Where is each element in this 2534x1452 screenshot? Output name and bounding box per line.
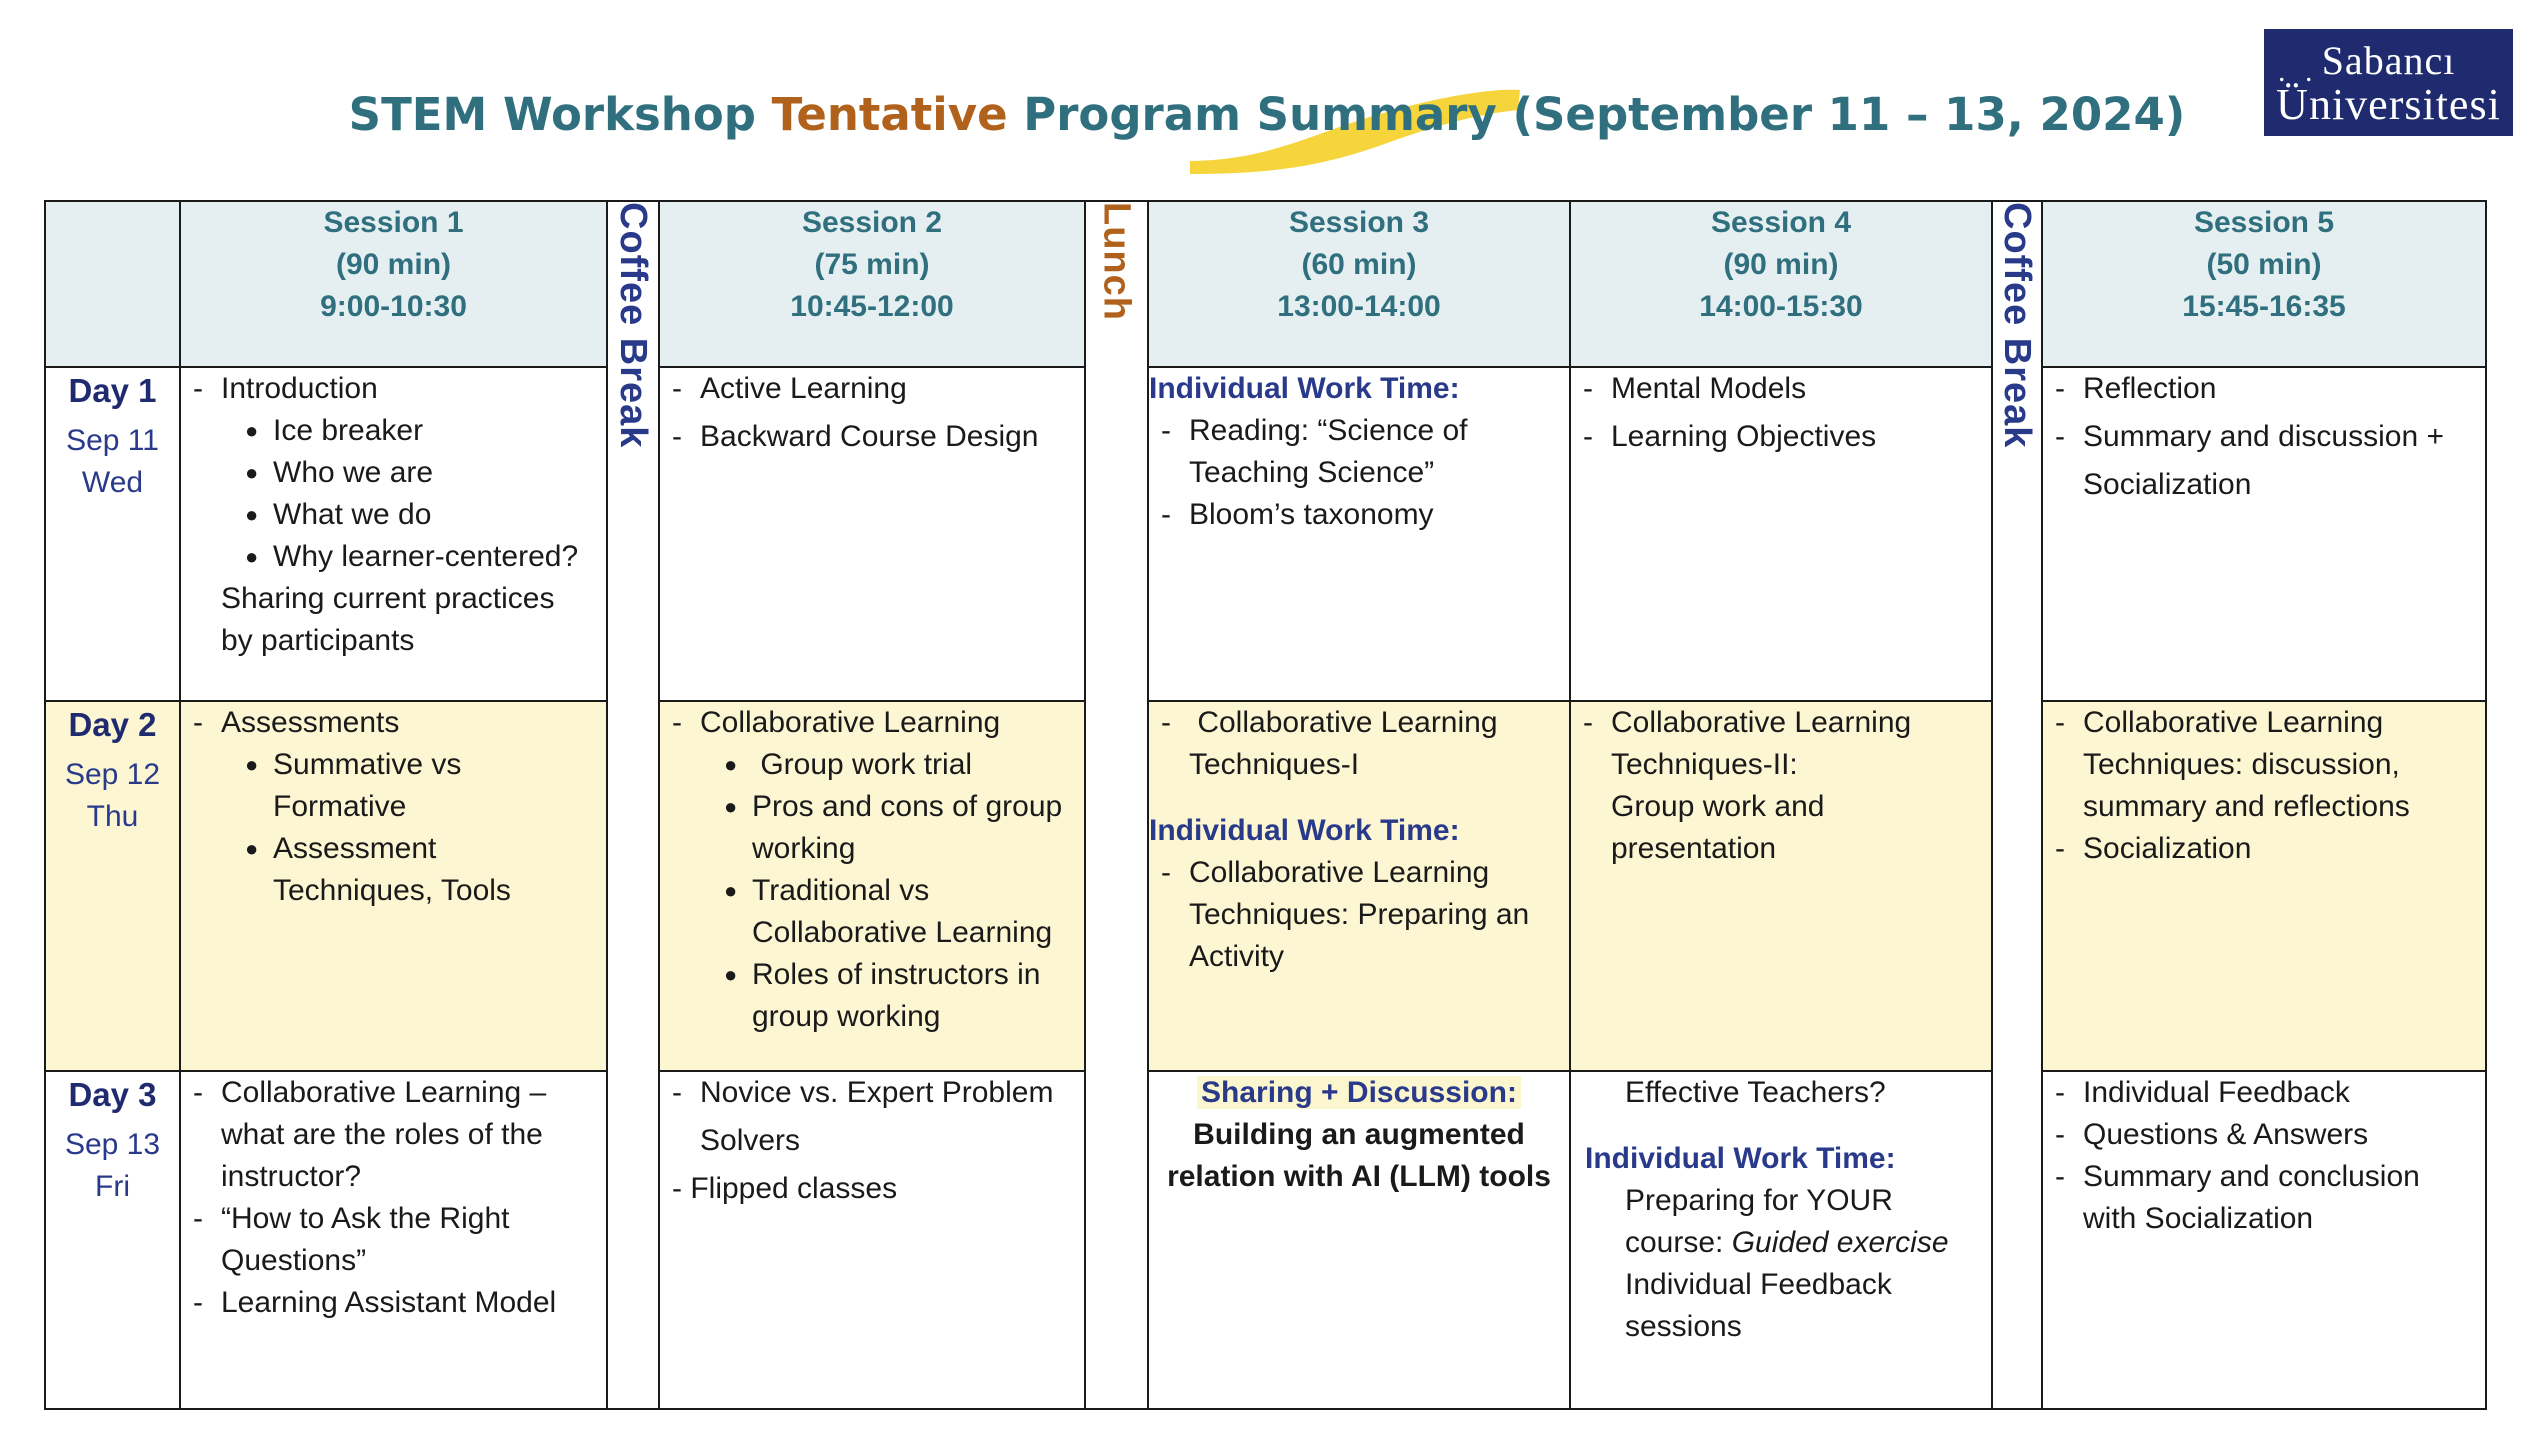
list-item: - Questions & Answers: [2043, 1114, 2485, 1156]
list-item: - Flipped classes: [672, 1172, 898, 1205]
list-item: what are the roles of the: [221, 1118, 543, 1151]
session-2-header: [659, 201, 1085, 367]
list-item: working: [752, 832, 856, 865]
sabanci-logo: [2264, 29, 2513, 136]
page-title: [0, 88, 2534, 141]
coffee-break-1: [607, 201, 659, 1409]
day-1-session-3: [1148, 367, 1570, 701]
day-3-session-2: [659, 1071, 1085, 1409]
logo-dots: . .: [2278, 55, 2319, 88]
list-item: Preparing for YOUR: [1625, 1184, 1893, 1217]
session-2-duration: (75 min): [814, 248, 930, 281]
list-item: Questions”: [221, 1244, 367, 1277]
day-3-name: Day 3: [68, 1076, 157, 1113]
list-item: ● What we do: [181, 494, 606, 536]
day-1-name: Day 1: [68, 372, 157, 409]
list-item: Techniques: Preparing an: [1189, 898, 1530, 931]
list-item: Teaching Science”: [1189, 456, 1435, 489]
day-2-session-1: [180, 701, 607, 1071]
day-3-session-4: [1570, 1071, 1992, 1409]
list-item: with Socialization: [2083, 1202, 2314, 1235]
individual-work-heading: Individual Work Time:: [1149, 372, 1460, 405]
list-item: - Backward Course Design: [660, 416, 1084, 458]
session-2-name: Session 2: [801, 206, 943, 239]
guided-exercise-text: Guided exercise: [1731, 1226, 1949, 1259]
list-item: - Summary and discussion +: [2043, 416, 2485, 458]
day-1-session-4: [1570, 367, 1992, 701]
list-item: - Collaborative Learning –: [181, 1072, 606, 1114]
header-row: [45, 201, 2486, 367]
list-item: Collaborative Learning: [752, 916, 1053, 949]
session-5-duration: (50 min): [2206, 248, 2322, 281]
list-item: - Collaborative Learning: [1571, 702, 1991, 744]
list-item: ● Group work trial: [660, 744, 1084, 786]
session-5-time: 15:45-16:35: [2182, 290, 2346, 323]
day-1-row: [45, 367, 2486, 701]
day-1-date: Sep 11: [66, 424, 159, 457]
title-tentative: Tentative: [771, 88, 1008, 141]
list-item: - Reading: “Science of: [1149, 410, 1569, 452]
session-4-name: Session 4: [1710, 206, 1852, 239]
day-1-session-5: [2042, 367, 2486, 701]
day-3-session-5: [2042, 1071, 2486, 1409]
list-item: - Introduction: [181, 368, 606, 410]
session-3-header: [1148, 201, 1570, 367]
list-item: relation with AI (LLM) tools: [1167, 1160, 1551, 1193]
corner-cell: [45, 201, 180, 367]
day-2-date: Sep 12: [64, 758, 161, 791]
list-item: instructor?: [221, 1160, 362, 1193]
list-item: Activity: [1189, 940, 1285, 973]
session-1-time: 9:00-10:30: [320, 290, 467, 323]
list-item: Techniques: discussion,: [2083, 748, 2400, 781]
day-3-date: Sep 13: [64, 1128, 161, 1161]
list-item: ● Why learner-centered?: [181, 536, 606, 578]
day-1-label-cell: [45, 367, 180, 701]
logo-line-2: Üniversitesi: [2276, 80, 2501, 129]
list-item: - Collaborative Learning: [2043, 702, 2485, 744]
list-item: group working: [752, 1000, 941, 1033]
session-1-name: Session 1: [323, 206, 464, 239]
list-item: ● Who we are: [181, 452, 606, 494]
individual-work-heading: Individual Work Time:: [1149, 814, 1460, 847]
day-3-row: [45, 1071, 2486, 1409]
list-item: - Collaborative Learning: [1149, 852, 1569, 894]
list-item: Socialization: [2083, 468, 2252, 501]
day-3-session-1: [180, 1071, 607, 1409]
list-item: Techniques-II:: [1611, 748, 1798, 781]
coffee-break-2-label: Coffee Break: [1996, 202, 2038, 449]
logo-line-1: Sabancı: [2321, 38, 2456, 83]
session-4-duration: (90 min): [1723, 248, 1839, 281]
list-item: Effective Teachers?: [1625, 1076, 1886, 1109]
list-item: course:: [1625, 1226, 1732, 1259]
coffee-break-2: [1992, 201, 2042, 1409]
list-item: - Novice vs. Expert Problem: [660, 1072, 1084, 1114]
list-item: - Socialization: [2043, 828, 2485, 870]
list-item: Individual Feedback: [1625, 1268, 1892, 1301]
list-item: Solvers: [700, 1124, 801, 1157]
sharing-discussion-heading: Sharing + Discussion:: [1197, 1076, 1521, 1109]
session-1-header: [180, 201, 607, 367]
list-item: ● Summative vs: [181, 744, 606, 786]
list-item: ● Pros and cons of group: [660, 786, 1084, 828]
list-item: Techniques-I: [1189, 748, 1360, 781]
session-5-name: Session 5: [2193, 206, 2335, 239]
day-3-weekday: Fri: [95, 1170, 130, 1203]
list-item: Group work and: [1611, 790, 1825, 823]
day-2-session-3: [1148, 701, 1570, 1071]
day-3-label-cell: [45, 1071, 180, 1409]
list-item: ● Assessment: [181, 828, 606, 870]
list-item: Formative: [273, 790, 407, 823]
day-2-weekday: Thu: [86, 800, 139, 833]
list-item: Building an augmented: [1193, 1118, 1525, 1151]
list-item: - Summary and conclusion: [2043, 1156, 2485, 1198]
session-3-name: Session 3: [1288, 206, 1430, 239]
list-item: - Collaborative Learning: [660, 702, 1084, 744]
list-item: - Reflection: [2043, 368, 2485, 410]
day-2-session-5: [2042, 701, 2486, 1071]
list-item: ● Ice breaker: [181, 410, 606, 452]
title-part-3: Program Summary (September 11 – 13, 2024): [1007, 88, 2186, 141]
day-2-row: [45, 701, 2486, 1071]
session-3-duration: (60 min): [1301, 248, 1417, 281]
session-4-header: [1570, 201, 1992, 367]
lunch-break: [1085, 201, 1148, 1409]
list-item: ● Traditional vs: [660, 870, 1084, 912]
list-item: - Learning Assistant Model: [181, 1282, 606, 1324]
lunch-label: Lunch: [1095, 202, 1138, 321]
coffee-break-1-label: Coffee Break: [612, 202, 654, 449]
day-3-session-3: [1148, 1071, 1570, 1409]
list-item: - “How to Ask the Right: [181, 1198, 606, 1240]
session-4-time: 14:00-15:30: [1699, 290, 1863, 323]
list-item: Techniques, Tools: [273, 874, 511, 907]
list-item: sessions: [1625, 1310, 1742, 1343]
session-2-time: 10:45-12:00: [790, 290, 954, 323]
program-table: [44, 200, 2487, 1410]
session-1-duration: (90 min): [335, 248, 452, 281]
individual-work-heading: Individual Work Time:: [1585, 1142, 1896, 1175]
title-part-1: STEM Workshop: [348, 88, 772, 141]
day-2-session-2: [659, 701, 1085, 1071]
day-1-session-1: [180, 367, 607, 701]
list-item: presentation: [1611, 832, 1777, 865]
list-item: ● Roles of instructors in: [660, 954, 1084, 996]
list-item: - Collaborative Learning: [1149, 702, 1569, 744]
list-item: Sharing current practices: [221, 582, 555, 615]
list-item: by participants: [221, 624, 415, 657]
list-item: - Mental Models: [1571, 368, 1991, 410]
list-item: - Bloom’s taxonomy: [1149, 494, 1569, 536]
list-item: summary and reflections: [2083, 790, 2410, 823]
day-1-weekday: Wed: [81, 466, 144, 499]
list-item: - Active Learning: [660, 368, 1084, 410]
day-2-name: Day 2: [68, 706, 157, 743]
day-1-session-2: [659, 367, 1085, 701]
list-item: - Assessments: [181, 702, 606, 744]
day-2-label-cell: [45, 701, 180, 1071]
session-5-header: [2042, 201, 2486, 367]
list-item: - Learning Objectives: [1571, 416, 1991, 458]
list-item: - Individual Feedback: [2043, 1072, 2485, 1114]
session-3-time: 13:00-14:00: [1277, 290, 1441, 323]
day-2-session-4: [1570, 701, 1992, 1071]
